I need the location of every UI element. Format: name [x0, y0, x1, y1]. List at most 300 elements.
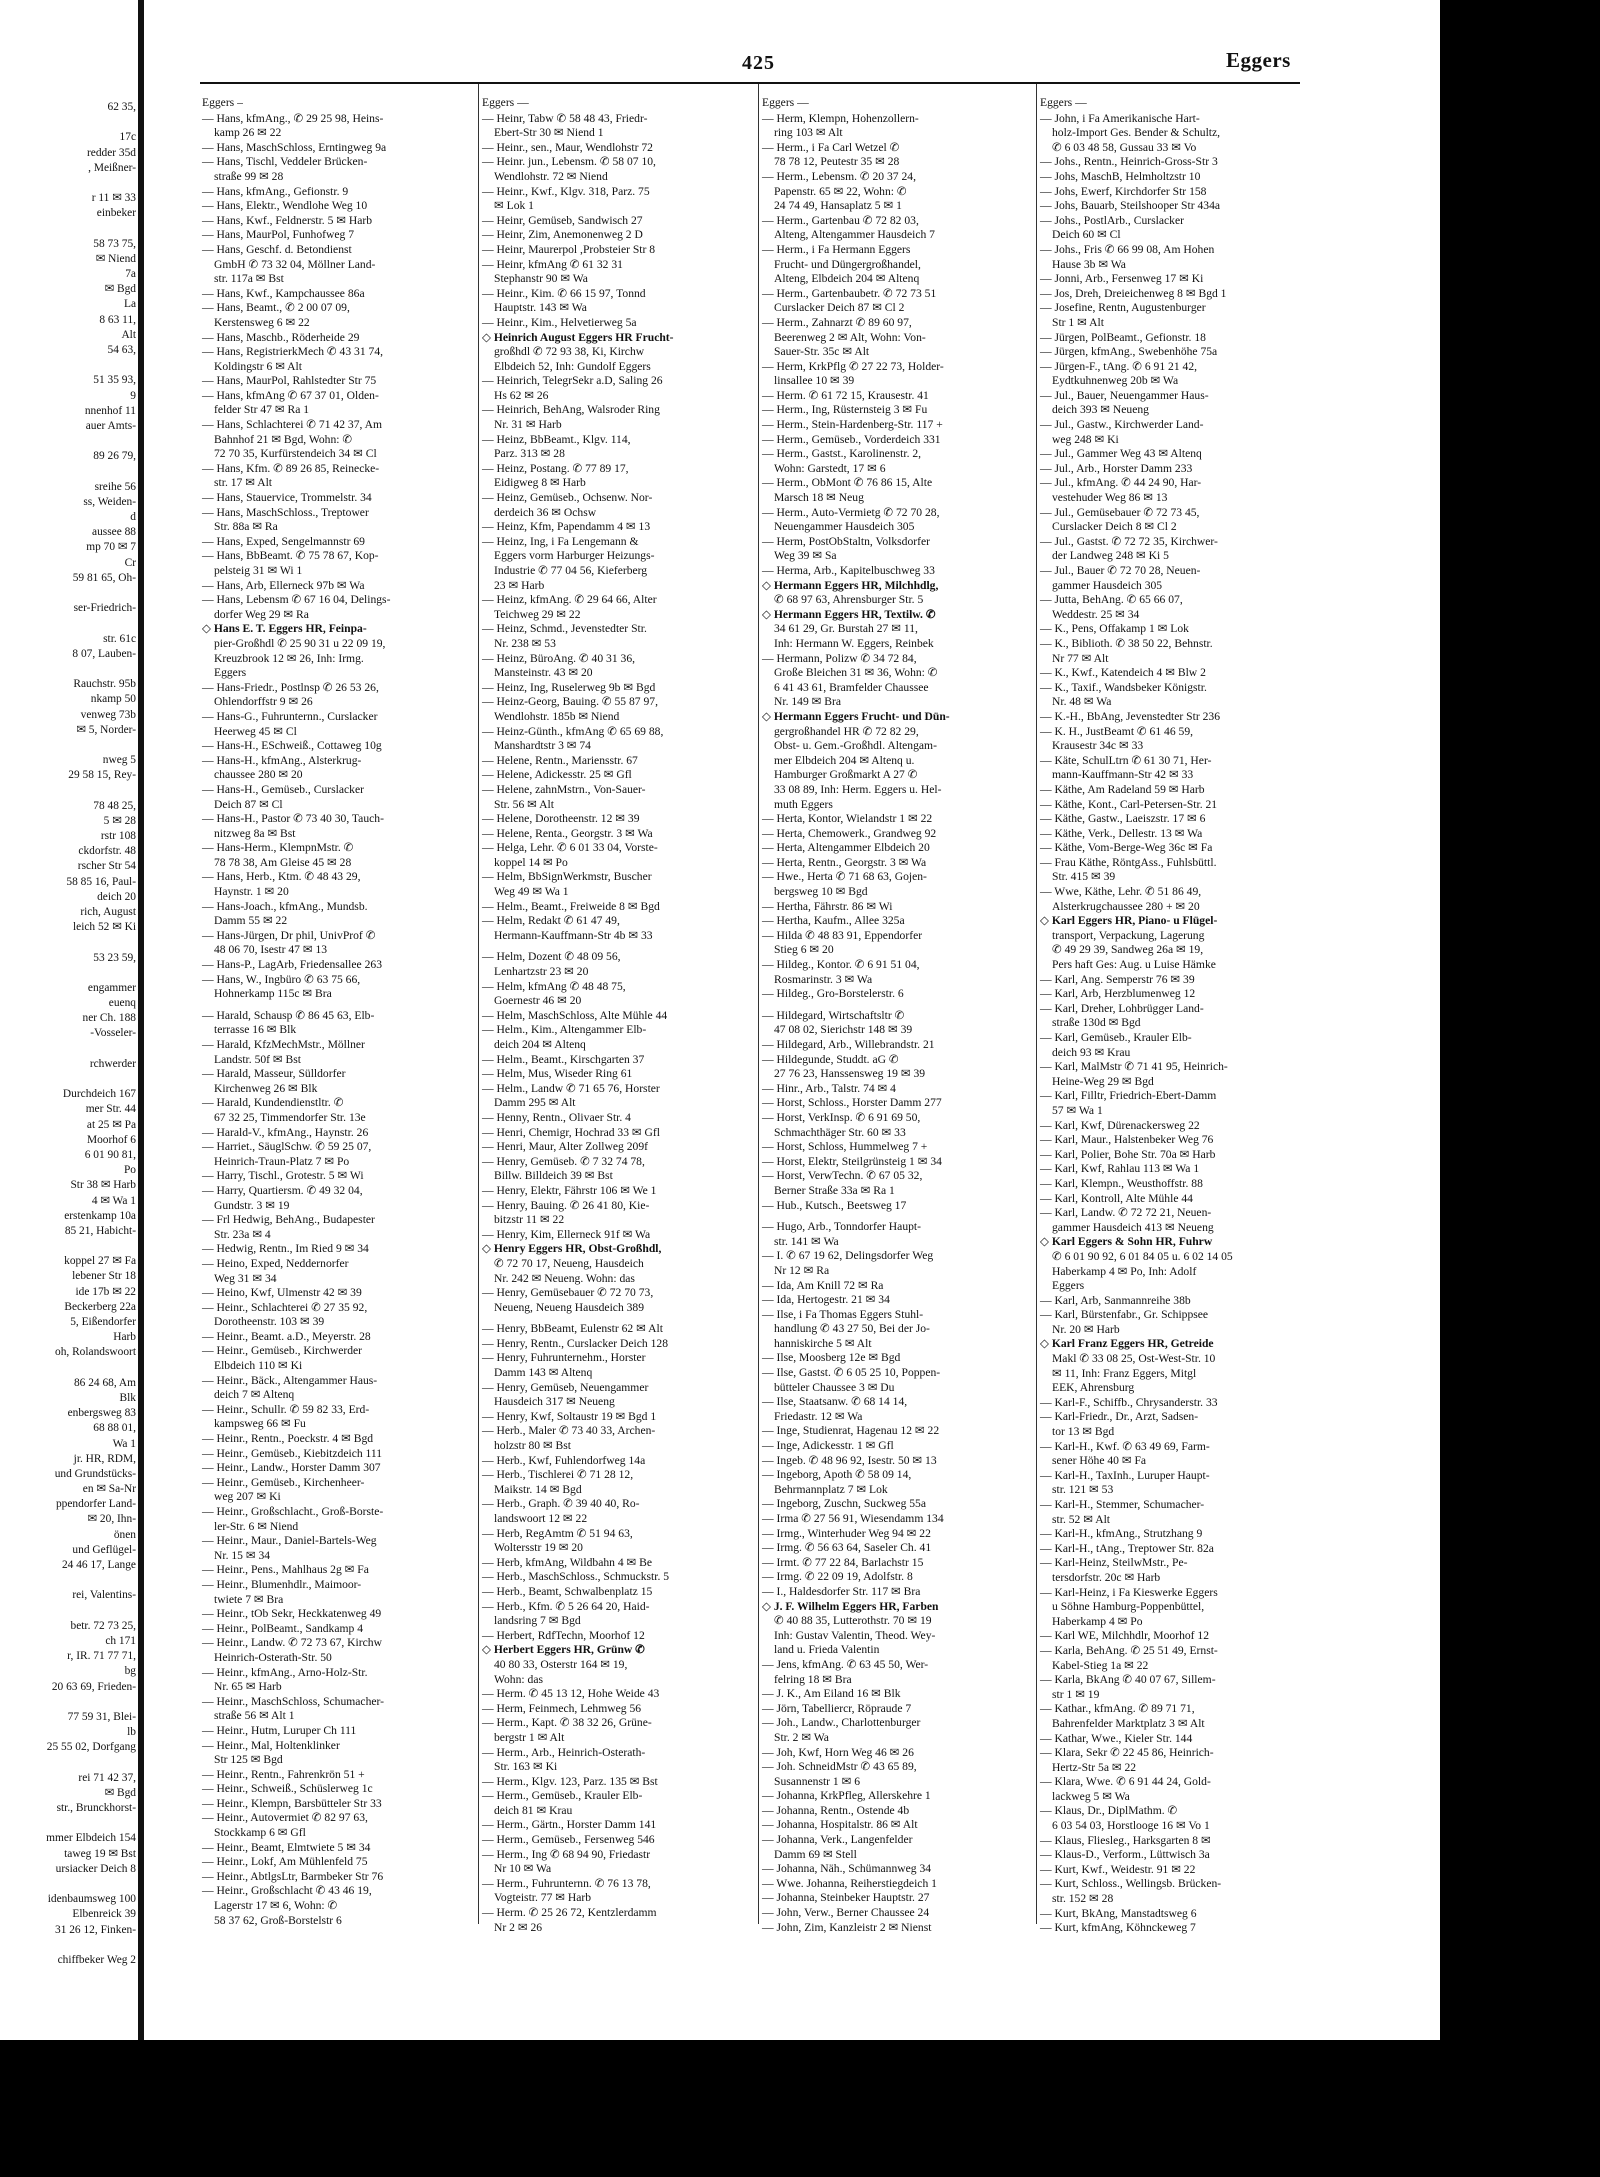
directory-entry-line: — Heinr., Kim. ✆ 66 15 97, Tonnd [482, 286, 646, 300]
fragment-line: rei 71 42 37, [78, 1771, 136, 1784]
directory-entry-line: — Karl, Arb, Herzblumenweg 12 [1040, 987, 1196, 1001]
directory-entry-line: — Heinr., Schlachterei ✆ 27 35 92, [202, 1300, 368, 1314]
directory-entry-line: ◇ Heinrich August Eggers HR Frucht- [482, 330, 674, 344]
directory-entry-line: Str. 56 ✉ Alt [494, 797, 554, 811]
fragment-line: leich 52 ✉ Ki [72, 921, 136, 934]
directory-entry-line: — Herm., Ing ✆ 68 94 90, Friedastr [482, 1847, 651, 1861]
fragment-line: ✉ Bgd [104, 1786, 136, 1799]
directory-entry-line: Str. 415 ✉ 39 [1052, 870, 1116, 884]
directory-entry-line: — Wwe. Johanna, Reiherstiegdeich 1 [762, 1876, 937, 1890]
directory-entry-line: — J. K., Am Eiland 16 ✉ Blk [762, 1687, 901, 1701]
directory-entry-line: ✆ 6 03 48 58, Gussau 33 ✉ Vo [1052, 140, 1197, 154]
directory-entry-line: Kirchenweg 26 ✉ Blk [214, 1081, 318, 1095]
directory-entry-line: Nr. 149 ✉ Bra [774, 695, 842, 709]
directory-entry-line: Nr. 242 ✉ Neueng. Wohn: das [494, 1271, 635, 1285]
directory-entry-line: Mansteinstr. 43 ✉ 20 [494, 666, 593, 680]
directory-entry-line: — Joh. SchneidMstr ✆ 43 65 89, [762, 1760, 917, 1774]
fragment-line: jr. HR, RDM, [73, 1452, 136, 1465]
directory-entry-line: — Karl, Filltr, Friedrich-Ebert-Damm [1040, 1089, 1217, 1103]
directory-entry-line: — Hans-Joach., kfmAng., Mundsb. [202, 899, 368, 913]
fragment-line: ✉ 20, Ihn- [87, 1513, 136, 1526]
directory-entry-line: landsring 7 ✉ Bgd [494, 1614, 581, 1628]
directory-entry-line: — Karl-Heinz, SteilwMstr., Pe- [1040, 1556, 1188, 1570]
directory-entry-line: — Heinz, Postang. ✆ 77 89 17, [482, 461, 629, 475]
directory-entry-line: Str. 163 ✉ Ki [494, 1760, 558, 1774]
directory-entry-line: — Herm., i Fa Carl Wetzel ✆ [762, 140, 900, 154]
fragment-line [0, 222, 136, 237]
fragment-line: en ✉ Sa-Nr [82, 1483, 136, 1496]
directory-entry-line: — Kurt, Kwf., Weidestr. 91 ✉ 22 [1040, 1862, 1196, 1876]
directory-entry-line: Rosmarinstr. 3 ✉ Wa [774, 972, 873, 986]
fragment-line: rich, August [80, 905, 136, 918]
directory-entry-line: — Heinz, BbBeamt., Klgv. 114, [482, 432, 631, 446]
directory-entry-line: — Hertha, Fährstr. 86 ✉ Wi [762, 899, 893, 913]
directory-entry-line: str. 17 ✉ Alt [214, 476, 273, 490]
fragment-line: erstenkamp 10a [64, 1209, 136, 1222]
directory-entry-line: ◇ J. F. Wilhelm Eggers HR, Farben [762, 1599, 939, 1613]
fragment-line: mer Str. 44 [85, 1103, 136, 1116]
directory-entry-line [762, 1213, 1032, 1220]
directory-entry-line: — Herm., Auto-Vermietg ✆ 72 70 28, [762, 505, 940, 519]
directory-entry-line: — Harald, KfzMechMstr., Möllner [202, 1038, 365, 1051]
directory-entry-line: — Herta, Kontor, Wielandstr 1 ✉ 22 [762, 812, 933, 826]
directory-entry-line: — Hans, Schlachterei ✆ 71 42 37, Am [202, 418, 383, 432]
directory-entry-line: Hertz-Str 5a ✉ 22 [1052, 1760, 1137, 1774]
directory-entry-line: — Joh., Landw., Charlottenburger [762, 1716, 921, 1730]
directory-entry-line: landswoort 12 ✉ 22 [494, 1512, 588, 1525]
directory-entry-line: — Herb., MaschSchloss., Schmuckstr. 5 [482, 1570, 670, 1584]
fragment-line: 62 35, [107, 101, 136, 113]
directory-entry-line: Inh: Hermann W. Eggers, Reinbek [774, 636, 934, 650]
directory-entry-line: — Hans-H., ESchweiß., Cottaweg 10g [202, 739, 382, 753]
directory-entry-line: — Heinr., Autovermiet ✆ 82 97 63, [202, 1811, 368, 1825]
fragment-line: 54 63, [107, 344, 136, 356]
fragment-line: rei, Valentins- [72, 1589, 136, 1602]
fragment-line [0, 1239, 136, 1254]
directory-entry-line: — Irma ✆ 27 56 91, Wiesendamm 134 [762, 1512, 944, 1525]
directory-entry-line: — Hans, Exped, Sengelmannstr 69 [202, 534, 365, 548]
directory-entry-line: ◇ Hermann Eggers Frucht- und Dün- [762, 709, 950, 723]
directory-entry-line: Elbdeich 110 ✉ Ki [214, 1359, 303, 1373]
directory-entry-line: — Hildeg., Kontor. ✆ 6 91 51 04, [762, 958, 920, 972]
directory-entry-line: — Johs, Ewerf, Kirchdorfer Str 158 [1040, 184, 1207, 198]
directory-entry-line: — Kurt, kfmAng, Köhnckeweg 7 [1040, 1921, 1196, 1935]
directory-entry-line: — Ingeborg, Apoth ✆ 58 09 14, [762, 1468, 912, 1482]
directory-entry-line: — Käthe, Vom-Berge-Weg 36c ✉ Fa [1040, 841, 1213, 855]
directory-entry-line: Parz. 313 ✉ 28 [494, 447, 565, 461]
fragment-line: 58 73 75, [93, 237, 136, 250]
directory-entry-line: — Heinr., MaschSchloss, Schumacher- [202, 1694, 385, 1708]
directory-entry-line: — Heinr., Hutm, Luruper Ch 111 [202, 1723, 357, 1737]
directory-entry-line: — Karl, Landw. ✆ 72 72 21, Neuen- [1040, 1206, 1212, 1220]
fragment-line: und Geflügel- [72, 1543, 136, 1556]
directory-entry-line: Marsch 18 ✉ Neug [774, 491, 864, 505]
directory-entry-line: — Hans, Kwf., Feldnerstr. 5 ✉ Harb [202, 213, 373, 227]
fragment-line [0, 1573, 136, 1588]
fragment-line: La [123, 298, 136, 311]
fragment-line: 25 55 02, Dorfgang [46, 1741, 136, 1754]
fragment-line: r 11 ✉ 33 [91, 192, 136, 205]
directory-entry-line: — Heinr., Beamt, Elmtwiete 5 ✉ 34 [202, 1840, 371, 1854]
directory-entry-line: — Ida, Am Knill 72 ✉ Ra [762, 1278, 884, 1292]
directory-entry-line: Goernestr 46 ✉ 20 [494, 994, 582, 1008]
directory-entry-line: straße 130d ✉ Bgd [1052, 1016, 1141, 1030]
directory-entry-line: 34 61 29, Gr. Burstah 27 ✉ 11, [774, 622, 918, 636]
directory-entry-line: pelsteig 31 ✉ Wi 1 [214, 564, 303, 577]
directory-entry-line: Dorotheenstr. 103 ✉ 39 [214, 1315, 325, 1329]
directory-entry-line: — Horst, Elektr, Steilgrünsteig 1 ✉ 34 [762, 1154, 942, 1168]
directory-entry-line: u Söhne Hamburg-Poppenbüttel, [1052, 1600, 1205, 1614]
directory-entry-line: — Helm., Kim., Altengammer Elb- [482, 1023, 647, 1037]
directory-entry-line: — Hans, Kwf., Kampchaussee 86a [202, 286, 365, 300]
directory-entry-line: — Hildegard, Arb., Willebrandstr. 21 [762, 1038, 935, 1051]
fragment-line: Po [123, 1164, 136, 1177]
directory-entry-line: — K., Taxif., Wandsbeker Königstr. [1040, 680, 1207, 694]
directory-entry-line: Nr 12 ✉ Ra [774, 1263, 830, 1277]
directory-entry-line: GmbH ✆ 73 32 04, Möllner Land- [214, 257, 376, 271]
directory-entry-line: — Helene, Adickesstr. 25 ✉ Gfl [482, 768, 632, 782]
directory-entry-line: Eggers vorm Harburger Heizungs- [494, 549, 655, 563]
directory-entry-line: Hermann-Kauffmann-Str 4b ✉ 33 [494, 928, 653, 942]
directory-entry-line: Haberkamp 4 ✉ Po [1052, 1614, 1143, 1628]
fragment-line [0, 616, 136, 631]
directory-entry-line: — Herm, Feinmech, Lehmweg 56 [482, 1701, 642, 1715]
fragment-line: ✉ Niend [95, 252, 136, 265]
directory-entry-line: — Jul., Gemüsebauer ✆ 72 73 45, [1040, 505, 1200, 519]
directory-entry-line: str. 121 ✉ 53 [1052, 1483, 1114, 1497]
directory-entry-line: — Herta, Rentn., Georgstr. 3 ✉ Wa [762, 855, 927, 869]
directory-entry-line: — Inge, Adickesstr. 1 ✉ Gfl [762, 1439, 894, 1453]
directory-entry-line: — Hildeg., Gro-Borstelerstr. 6 [762, 987, 904, 1001]
directory-entry-line: — Hans, Arb, Ellerneck 97b ✉ Wa [202, 578, 365, 592]
directory-entry-line: — Karl-F., Schiffb., Chrysanderstr. 33 [1040, 1395, 1218, 1409]
directory-entry-line [482, 1315, 754, 1322]
directory-entry-line: ◇ Hermann Eggers HR, Textilw. ✆ [762, 607, 936, 621]
directory-entry-line: — Jutta, BehAng. ✆ 65 66 07, [1040, 593, 1183, 607]
directory-entry-line: — Hans-Herm., KlempnMstr. ✆ [202, 841, 354, 855]
directory-entry-line: Friedastr. 12 ✉ Wa [774, 1409, 863, 1423]
directory-entry-line [202, 1002, 474, 1009]
fragment-line: Rauchstr. 95b [73, 678, 136, 691]
directory-entry-line: — Ilse, Staatsanw. ✆ 68 14 14, [762, 1395, 908, 1409]
directory-entry-line: — John, Zim, Kanzleistr 2 ✉ Nienst [762, 1920, 932, 1934]
directory-entry-line: Neueng, Neueng Hausdeich 389 [494, 1300, 645, 1314]
fragment-line: 85 21, Habicht- [64, 1224, 136, 1237]
directory-entry-line: — Hans, Stauervice, Trommelstr. 34 [202, 491, 372, 505]
directory-entry-line: — Heinr., Großschlacht ✆ 43 46 19, [202, 1884, 372, 1898]
directory-entry-line: — Hans, kfmAng ✆ 67 37 01, Olden- [202, 388, 379, 402]
fragment-line: 89 26 79, [93, 450, 136, 463]
directory-entry-line: 58 37 62, Groß-Borstelstr 6 [214, 1913, 342, 1927]
scan-border-right [1440, 0, 1600, 2040]
directory-entry-line: 48 06 70, Isestr 47 ✉ 13 [214, 943, 328, 957]
directory-entry-line: — Heinr, Gemüseb, Sandwisch 27 [482, 213, 643, 227]
directory-entry-line: deich 393 ✉ Neueng [1052, 403, 1149, 417]
directory-entry-line: 78 78 12, Peutestr 35 ✉ 28 [774, 155, 900, 169]
directory-entry-line: — Karl-Heinz, i Fa Kieswerke Eggers [1040, 1585, 1218, 1599]
directory-entry-line: — Jul., Arb., Horster Damm 233 [1040, 461, 1193, 475]
directory-entry-line: — Heinr., Rentn., Fahrenkrön 51 + [202, 1767, 365, 1781]
directory-entry-line: Vogteistr. 77 ✉ Harb [494, 1891, 592, 1905]
directory-entry-line: — Harald-V., kfmAng., Haynstr. 26 [202, 1125, 369, 1139]
directory-entry-line: — Helene, Rentn., Mariensstr. 67 [482, 753, 638, 767]
directory-entry-line: — Heinr., Schullr. ✆ 59 82 33, Erd- [202, 1402, 370, 1416]
directory-entry-line: 24 74 49, Hansaplatz 5 ✉ 1 [774, 199, 902, 213]
directory-entry-line: — Helm., Beamt., Freiweide 8 ✉ Bgd [482, 899, 660, 913]
directory-entry-line: — Horst, Schloss, Hummelweg 7 + [762, 1140, 928, 1154]
directory-entry-line [762, 1002, 1032, 1009]
directory-entry-line: Weg 31 ✉ 34 [214, 1271, 277, 1285]
fragment-line: mp 70 ✉ 7 [86, 541, 136, 554]
directory-entry-line: — Johanna, Hospitalstr. 86 ✉ Alt [762, 1818, 918, 1832]
directory-entry-line: — Hedwig, Rentn., Im Ried 9 ✉ 34 [202, 1242, 369, 1256]
directory-entry-line: — Irmg. ✆ 22 09 19, Adolfstr. 8 [762, 1570, 913, 1584]
directory-entry-line: Behrmannplatz 7 ✉ Lok [774, 1482, 888, 1496]
directory-entry-line: — Johs., PostlArb., Curslacker [1040, 213, 1184, 227]
directory-entry-line: — Heinz, Ing, Ruselerweg 9b ✉ Bgd [482, 680, 656, 694]
directory-entry-line: — Hans, Elektr., Wendlohe Weg 10 [202, 199, 368, 213]
directory-entry-line: — Hugo, Arb., Tonndorfer Haupt- [762, 1220, 922, 1234]
directory-entry-line: — Ilse, Moosberg 12e ✉ Bgd [762, 1351, 901, 1365]
directory-entry-line: — Herm., ObMont ✆ 76 86 15, Alte [762, 476, 933, 490]
directory-entry-line: deich 204 ✉ Altenq [494, 1038, 586, 1051]
fragment-line: Elbenreick 39 [72, 1908, 136, 1921]
directory-entry-line: — Heinz-Günth., kfmAng ✆ 65 69 88, [482, 724, 664, 738]
directory-entry-line: — Hans, Beamt., ✆ 2 00 07 09, [202, 301, 350, 315]
directory-entry-line: — Helm., Landw ✆ 71 65 76, Horster [482, 1081, 660, 1095]
fragment-line: chiffbeker Weg 2 [57, 1953, 136, 1966]
directory-entry-line: str. 52 ✉ Alt [1052, 1512, 1111, 1526]
directory-entry-line: — Heinr, kfmAng ✆ 61 32 31 [482, 257, 623, 271]
directory-entry-line: — Heinr., Bäck., Altengammer Haus- [202, 1373, 378, 1387]
directory-entry-line: — Karl, Gemüseb., Krauler Elb- [1040, 1031, 1192, 1044]
directory-entry-line: Ebert-Str 30 ✉ Niend 1 [494, 126, 604, 140]
directory-entry-line: ✉ 11, Inh: Franz Eggers, Mitgl [1052, 1366, 1197, 1380]
directory-entry-line: — Jul., Bauer, Neuengammer Haus- [1040, 388, 1209, 402]
directory-entry-line: Damm 55 ✉ 22 [214, 914, 288, 928]
fragment-line: taweg 19 ✉ Bst [64, 1847, 136, 1860]
page-gutter [138, 0, 144, 2040]
directory-entry-line: bergstr 1 ✉ Alt [494, 1730, 565, 1744]
directory-entry-line: — Hans, Maschb., Röderheide 29 [202, 330, 360, 344]
directory-entry-line: Papenstr. 65 ✉ 22, Wohn: ✆ [774, 184, 907, 198]
directory-entry-line: — Karl, Polier, Bohe Str. 70a ✉ Harb [1040, 1147, 1216, 1161]
directory-entry-line: — Herta, Chemowerk., Grandweg 92 [762, 826, 937, 840]
directory-entry-line: Hause 3b ✉ Wa [1052, 257, 1126, 271]
directory-entry-line: 27 76 23, Hanssensweg 19 ✉ 39 [774, 1067, 926, 1081]
directory-entry-line: — Herm, Klempn, Hohenzollern- [762, 111, 919, 125]
fragment-line: mmer Elbdeich 154 [46, 1832, 136, 1845]
directory-entry-line: Nr. 20 ✉ Harb [1052, 1322, 1120, 1336]
directory-entry-line: — Heinr., Pens., Mahlhaus 2g ✉ Fa [202, 1563, 369, 1577]
directory-entry-line: Stieg 6 ✉ 20 [774, 943, 834, 957]
directory-entry-line: weg 248 ✉ Ki [1052, 432, 1119, 446]
directory-entry-line: — Karl, Kwf, Rahlau 113 ✉ Wa 1 [1040, 1162, 1200, 1176]
directory-entry-line: — I., Haldesdorfer Str. 117 ✉ Bra [762, 1584, 921, 1598]
directory-entry-line: ◇ Karl Franz Eggers HR, Getreide [1040, 1337, 1214, 1351]
fragment-line [0, 586, 136, 601]
fragment-line [0, 1877, 136, 1892]
directory-entry-line: — Klara, Sekr ✆ 22 45 86, Heinrich- [1040, 1746, 1214, 1760]
directory-entry-line: — Karla, BkAng ✆ 40 07 67, Sillem- [1040, 1673, 1216, 1687]
directory-entry-line: Koldingstr 6 ✉ Alt [214, 359, 302, 373]
directory-entry-line: — Jonni, Arb., Fersenweg 17 ✉ Ki [1040, 272, 1204, 286]
directory-entry-line: Heerweg 45 ✉ Cl [214, 724, 297, 738]
fragment-line: -Vosseler- [90, 1027, 136, 1040]
directory-entry-line: Bahrenfelder Marktplatz 3 ✉ Alt [1052, 1716, 1205, 1730]
directory-entry-line: Kabel-Stieg 1a ✉ 22 [1052, 1658, 1149, 1672]
directory-entry-line: Nr. 48 ✉ Wa [1052, 695, 1112, 709]
directory-entry-line: — Henry, Gemüseb, Neuengammer [482, 1380, 649, 1394]
column-divider [478, 84, 479, 1924]
directory-entry-line: — Ida, Hertogestr. 21 ✉ 34 [762, 1293, 890, 1307]
directory-entry-line: — Herb., Graph. ✆ 39 40 40, Ro- [482, 1497, 640, 1511]
fragment-line: 4 ✉ Wa 1 [91, 1194, 136, 1207]
directory-entry-line: — Herm., i Fa Hermann Eggers [762, 242, 911, 256]
directory-entry-line: — Helene, Dorotheenstr. 12 ✉ 39 [482, 812, 640, 826]
directory-entry-line: transport, Verpackung, Lagerung [1052, 928, 1205, 942]
directory-entry-line: 57 ✉ Wa 1 [1052, 1103, 1103, 1117]
fragment-line [0, 1938, 136, 1953]
fragment-line: nweg 5 [102, 754, 136, 767]
directory-entry-line: — Herb., Kwf, Fuhlendorfweg 14a [482, 1453, 646, 1467]
fragment-line: Durchdeich 167 [62, 1088, 136, 1101]
directory-entry-line: — Jens, kfmAng. ✆ 63 45 50, Wer- [762, 1657, 929, 1671]
directory-entry-line: — Herbert, RdfTechn, Moorhof 12 [482, 1628, 645, 1642]
column-header: Eggers — [482, 96, 529, 109]
directory-entry-line: — Heinz, kfmAng. ✆ 29 64 66, Alter [482, 593, 657, 607]
directory-entry-line: — Henny, Rentn., Olivaer Str. 4 [482, 1110, 631, 1124]
directory-entry-line: der Landweg 248 ✉ Ki 5 [1052, 549, 1169, 563]
directory-entry-line: straße 99 ✉ 28 [214, 169, 284, 183]
directory-entry-line: — Heinr., kfmAng., Arno-Holz-Str. [202, 1665, 368, 1679]
fragment-line [0, 358, 136, 373]
directory-entry-line: — Käthe, Verk., Dellestr. 13 ✉ Wa [1040, 826, 1203, 840]
directory-entry-line: Beerenweg 2 ✉ Alt, Wohn: Von- [774, 330, 926, 344]
directory-entry-line: ring 103 ✉ Alt [774, 126, 843, 140]
directory-entry-line: — Heinr., Landw., Horster Damm 307 [202, 1461, 381, 1475]
directory-entry-line: — Hans, MaurPol, Funhofweg 7 [202, 228, 354, 242]
directory-entry-line: — Hans, MaschSchloss, Erntingweg 9a [202, 140, 387, 154]
directory-entry-line: — Herm. ✆ 61 72 15, Krausestr. 41 [762, 388, 929, 402]
directory-entry-line: Nr. 31 ✉ Harb [494, 418, 562, 432]
directory-entry-line: — Heinz, Gemüseb., Ochsenw. Nor- [482, 491, 653, 505]
column-header: Eggers — [762, 96, 809, 109]
directory-entry-line: Deich 60 ✉ Cl [1052, 228, 1121, 242]
directory-column-2 [482, 96, 754, 1946]
directory-entry-line: — Hans, kfmAng., Gefionstr. 9 [202, 184, 349, 198]
directory-entry-line: — Helga, Lehr. ✆ 6 01 33 04, Vorste- [482, 841, 658, 855]
directory-entry-line: Nr. 15 ✉ 34 [214, 1548, 271, 1562]
directory-entry-line: Landstr. 50f ✉ Bst [214, 1052, 302, 1066]
directory-entry-line: — Johs., Rentn., Heinrich-Gross-Str 3 [1040, 155, 1218, 169]
directory-entry-line: — Hans, MaurPol, Rahlstedter Str 75 [202, 374, 377, 388]
directory-entry-line: holzstr 80 ✉ Bst [494, 1439, 572, 1453]
directory-entry-line: — Hans, Lebensm ✆ 67 16 04, Delings- [202, 593, 391, 607]
directory-entry-line: — Ingeborg, Zuschn, Suckweg 55a [762, 1497, 926, 1511]
directory-entry-line: — K., Pens, Offakamp 1 ✉ Lok [1040, 622, 1189, 636]
directory-entry-line: felder Str 47 ✉ Ra 1 [214, 403, 310, 417]
fragment-line: rstr 108 [100, 830, 136, 842]
directory-entry-line: Nr 10 ✉ Wa [494, 1862, 552, 1876]
directory-entry-line: Makl ✆ 33 08 25, Ost-West-Str. 10 [1052, 1352, 1216, 1366]
directory-entry-line: — Helm, Mus, Wiseder Ring 61 [482, 1067, 633, 1081]
fragment-line: , Meißner- [88, 161, 136, 174]
fragment-line [0, 1042, 136, 1057]
directory-entry-line: — Herm, PostObStaltn, Volksdorfer [762, 534, 931, 548]
fragment-line: 6 01 90 81, [84, 1148, 136, 1161]
directory-entry-line: Elbdeich 52, Inh: Gundolf Eggers [494, 359, 651, 373]
fragment-line: 68 88 01, [93, 1422, 136, 1435]
directory-column-3 [762, 96, 1032, 1946]
directory-entry-line: — Hans, RegistrierkMech ✆ 43 31 74, [202, 345, 384, 359]
directory-entry-line: — Käte, SchulLtrn ✆ 61 30 71, Her- [1040, 753, 1212, 767]
directory-entry-line: — Klaus, Fliesleg., Harksgarten 8 ✉ [1040, 1833, 1211, 1847]
directory-entry-line: deich 93 ✉ Krau [1052, 1045, 1131, 1059]
directory-entry-line: — Karl-Friedr., Dr., Arzt, Sadsen- [1040, 1410, 1199, 1424]
directory-entry-line: — Herm., Ing, Rüsternsteig 3 ✉ Fu [762, 403, 928, 417]
directory-entry-line: — Hans, W., Ingbüro ✆ 63 75 66, [202, 972, 361, 986]
directory-entry-line: — Kathar, Wwe., Kieler Str. 144 [1040, 1731, 1193, 1745]
directory-entry-line: — Karl WE, Milchhdlr, Moorhof 12 [1040, 1629, 1210, 1643]
directory-entry-line: — Harald, Kundendienstltr. ✆ [202, 1096, 344, 1110]
directory-entry-line: — Wwe, Käthe, Lehr. ✆ 51 86 49, [1040, 885, 1202, 899]
directory-entry-line: Str. 23a ✉ 4 [214, 1227, 271, 1241]
directory-entry-line: — Kathar., kfmAng. ✆ 89 71 71, [1040, 1702, 1195, 1716]
directory-entry-line: — Karl, Maur., Halstenbeker Weg 76 [1040, 1133, 1214, 1147]
directory-entry-line: — Heinr, Tabw ✆ 58 48 43, Friedr- [482, 111, 648, 125]
fragment-line: auer Amts- [85, 419, 136, 432]
directory-entry-line: Nr 2 ✉ 26 [494, 1920, 543, 1934]
directory-entry-line: felring 18 ✉ Bra [774, 1672, 852, 1686]
directory-entry-line: — K.-H., BbAng, Jevenstedter Str 236 [1040, 709, 1221, 723]
fragment-line: Beckerberg 22a [64, 1300, 136, 1313]
directory-entry-line: — Harry, Quartiersm. ✆ 49 32 04, [202, 1183, 363, 1197]
directory-entry-line: Wendlohstr. 72 ✉ Niend [494, 169, 608, 183]
directory-entry-line: Sauer-Str. 35c ✉ Alt [774, 345, 870, 359]
directory-entry-line: — Heinr., Blumenhdlr., Maimoor- [202, 1577, 362, 1591]
fragment-line: ckdorfstr. 48 [78, 845, 136, 858]
directory-entry-line: — Ingeb. ✆ 48 96 92, Isestr. 50 ✉ 13 [762, 1453, 937, 1467]
fragment-line: 8 07, Lauben- [72, 647, 136, 660]
directory-entry-line: — Herm., Gartenbau ✆ 72 82 03, [762, 213, 919, 227]
directory-entry-line: — Karl, Bürstenfabr., Gr. Schippsee [1040, 1308, 1209, 1322]
directory-entry-line: — Hildegard, Wirtschaftsltr ✆ [762, 1008, 905, 1022]
fragment-line: rscher Str 54 [77, 860, 136, 873]
directory-entry-line: — Herm., Stein-Hardenberg-Str. 117 + [762, 418, 943, 432]
directory-entry-line: — Karl, MalMstr ✆ 71 41 95, Heinrich- [1040, 1060, 1228, 1074]
directory-entry-line: — Irmt. ✆ 77 22 84, Barlachstr 15 [762, 1555, 924, 1569]
fragment-line: 53 23 59, [93, 951, 136, 964]
directory-entry-line: Industrie ✆ 77 04 56, Kieferberg [494, 564, 648, 577]
fragment-line: 77 59 31, Blei- [67, 1710, 136, 1723]
fragment-line [0, 1361, 136, 1376]
fragment-line: 20 63 69, Frieden- [51, 1680, 136, 1693]
directory-entry-line: — Hans, Herb., Ktm. ✆ 48 43 29, [202, 870, 361, 884]
fragment-line: aussee 88 [92, 526, 136, 539]
fragment-line: 31 26 12, Finken- [55, 1923, 136, 1936]
directory-entry-line: tor 13 ✉ Bgd [1052, 1425, 1115, 1439]
directory-entry-line: — Helene, Renta., Georgstr. 3 ✉ Wa [482, 826, 653, 840]
directory-entry-line: Kreuzbrook 12 ✉ 26, Inh: Irmg. [214, 651, 364, 665]
directory-entry-line: ◇ Hans E. T. Eggers HR, Feinpa- [202, 622, 367, 636]
directory-entry-line: — Harry, Tischl., Grotestr. 5 ✉ Wi [202, 1169, 364, 1183]
directory-entry-line: Weg 39 ✉ Sa [774, 549, 837, 563]
directory-entry-line: — Heino, Kwf, Ulmenstr 42 ✉ 39 [202, 1286, 362, 1300]
directory-entry-line: Damm 295 ✉ Alt [494, 1096, 576, 1110]
fragment-line: Alt [121, 328, 136, 341]
directory-entry-line: — Heinr., Kwf., Klgv. 318, Parz. 75 [482, 184, 650, 198]
